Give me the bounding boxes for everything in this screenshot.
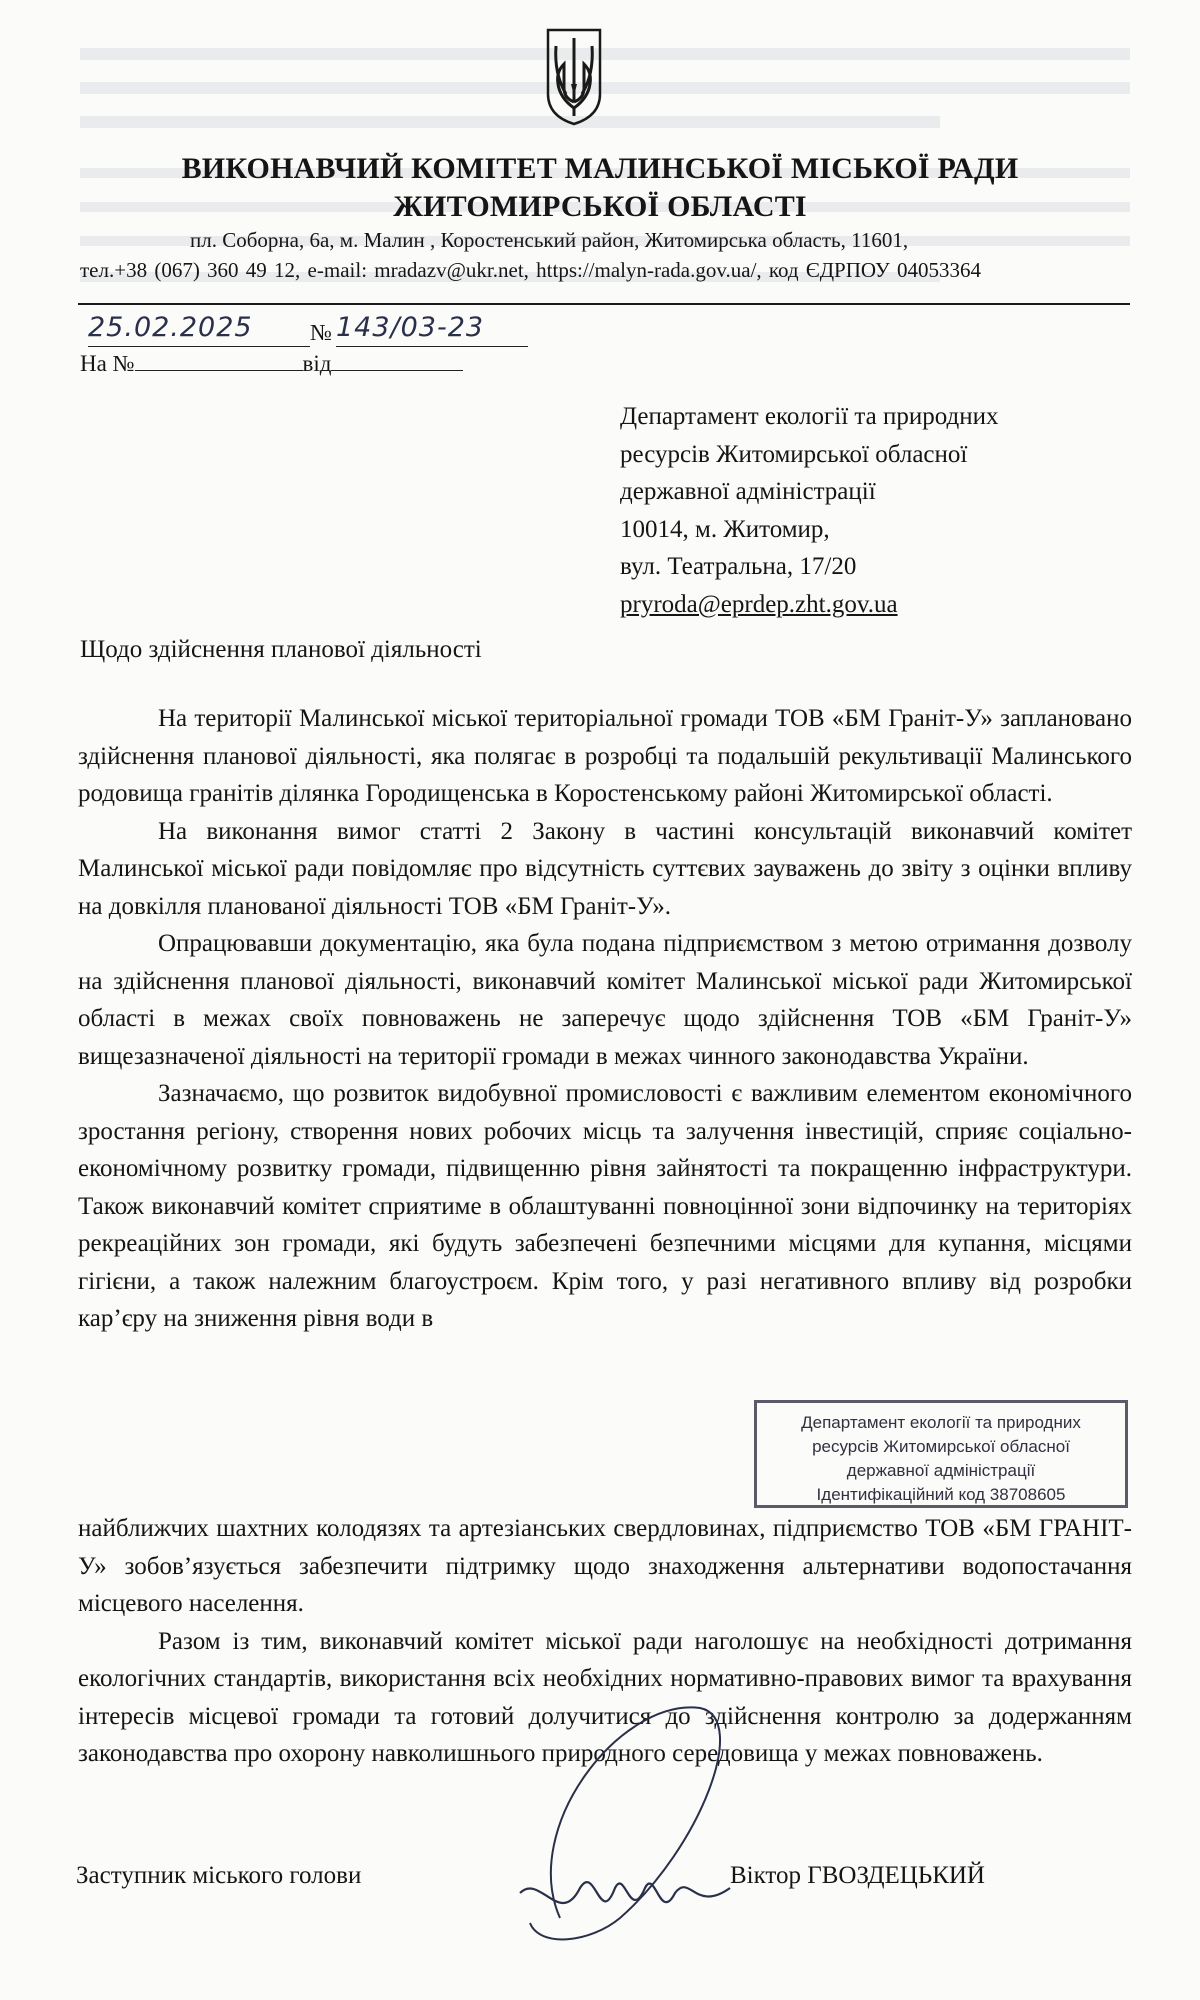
body-paragraph: Опрацювавши документацію, яка була подана підприємством з метою отримання дозволу на здійснення планової діяльності, виконавчий комітет Малинської міської ради Житомирської області в межах своїх повноважень не заперечує щодо здійснення ТОВ «БМ Граніт-У» вищезазначеної діяльності на території громади в межах чинного законодавства України. bbox=[78, 930, 1132, 1070]
stamp-line: Ідентифікаційний код 38708605 bbox=[816, 1485, 1066, 1504]
registration-date: 25.02.2025 bbox=[88, 312, 310, 347]
recipient-line: державної адміністрації bbox=[620, 478, 876, 505]
registration-stamp bbox=[754, 1400, 1128, 1508]
body-paragraph: На території Малинської міської територіальної громади ТОВ «БМ Граніт-У» заплановано здійснення планової діяльності, яка полягає в розробці та подальшій рекультивації Малинського родовища гранітів ділянка Городищенська в Коростенському районі Житомирської області. bbox=[78, 705, 1132, 807]
reference-line bbox=[80, 350, 463, 377]
handwritten-signature bbox=[500, 1688, 760, 1978]
org-address: пл. Соборна, 6а, м. Малин , Коростенський район, Житомирська область, 11601, bbox=[190, 228, 909, 252]
recipient-line: ресурсів Житомирської обласної bbox=[620, 440, 968, 468]
org-name-line2: ЖИТОМИРСЬКОЇ ОБЛАСТІ bbox=[393, 190, 807, 223]
stamp-line: ресурсів Житомирської обласної bbox=[812, 1437, 1070, 1456]
letter-subject: Щодо здійснення планової діяльності bbox=[80, 636, 482, 663]
registration-number: 143/03-23 bbox=[336, 312, 528, 347]
body-paragraph: Разом із тим, виконавчий комітет міської ради наголошує на необхідності дотримання екологічних стандартів, використання всіх необхідних нормативно-правових вимог та врахування інтересів місцевої громади та готовий долучитися до здійснення контролю за додержанням законодавства про охорону навколишнього природного середовища у межах повноважень. bbox=[78, 1627, 1132, 1767]
stamp-line: Департамент екології та природних bbox=[801, 1413, 1081, 1432]
reference-label: На № bbox=[80, 351, 135, 376]
org-contacts: тел.+38 (067) 360 49 12, e-mail: mradazv@ukr.net, https://malyn-rada.gov.ua/, код ЄДРПОУ 04053364 bbox=[80, 258, 982, 282]
trident-emblem-icon bbox=[544, 24, 604, 128]
recipient-line: Департамент екології та природних bbox=[620, 403, 999, 430]
recipient-line: 10014, м. Житомир, bbox=[620, 515, 830, 543]
letterhead-divider bbox=[78, 303, 1130, 305]
recipient-block bbox=[620, 398, 999, 623]
registration-number-label: № bbox=[310, 320, 332, 345]
letter-body bbox=[78, 700, 1132, 1338]
signatory-name: Віктор ГВОЗДЕЦЬКИЙ bbox=[730, 1862, 985, 1889]
recipient-email-link[interactable]: pryroda@eprdep.zht.gov.ua bbox=[620, 590, 898, 618]
reference-from-label: від bbox=[302, 351, 332, 376]
body-paragraph: Зазначаємо, що розвиток видобувної промисловості є важливим елементом економічного зростання регіону, створення нових робочих місць та залучення інвестицій, сприяє соціально-економічному розвитку громади, підвищенню рівня зайнятості та покращенню інфраструктури. Також виконавчий комітет сприятиме в облаштуванні повноцінної зони відпочинку на територіях рекреаційних зон громади, які будуть забезпечені безпечними місцями для купання, місцями гігієни, а також належним благоустроєм. Крім того, у разі негативного впливу від розробки кар’єру на зниження рівня води в bbox=[78, 1080, 1132, 1332]
org-name-line1: ВИКОНАВЧИЙ КОМІТЕТ МАЛИНСЬКОЇ МІСЬКОЇ РАДИ bbox=[181, 152, 1019, 185]
body-paragraph-continued: найближчих шахтних колодязях та артезіанських свердловинах, підприємство ТОВ «БМ ГРАНІТ-У» зобов’язується забезпечити підтримку щодо знаходження альтернативи водопостачання місцевого населення. bbox=[78, 1515, 1132, 1617]
recipient-line: вул. Театральна, 17/20 bbox=[620, 553, 857, 580]
signatory-position: Заступник міського голови bbox=[76, 1862, 362, 1889]
body-paragraph: На виконання вимог статті 2 Закону в частині консультацій виконавчий комітет Малинської міської ради повідомляє про відсутність суттєвих зауважень до звіту з оцінки впливу на довкілля планованої діяльності ТОВ «БМ Граніт-У». bbox=[78, 817, 1132, 920]
stamp-line: державної адміністрації bbox=[846, 1461, 1036, 1480]
